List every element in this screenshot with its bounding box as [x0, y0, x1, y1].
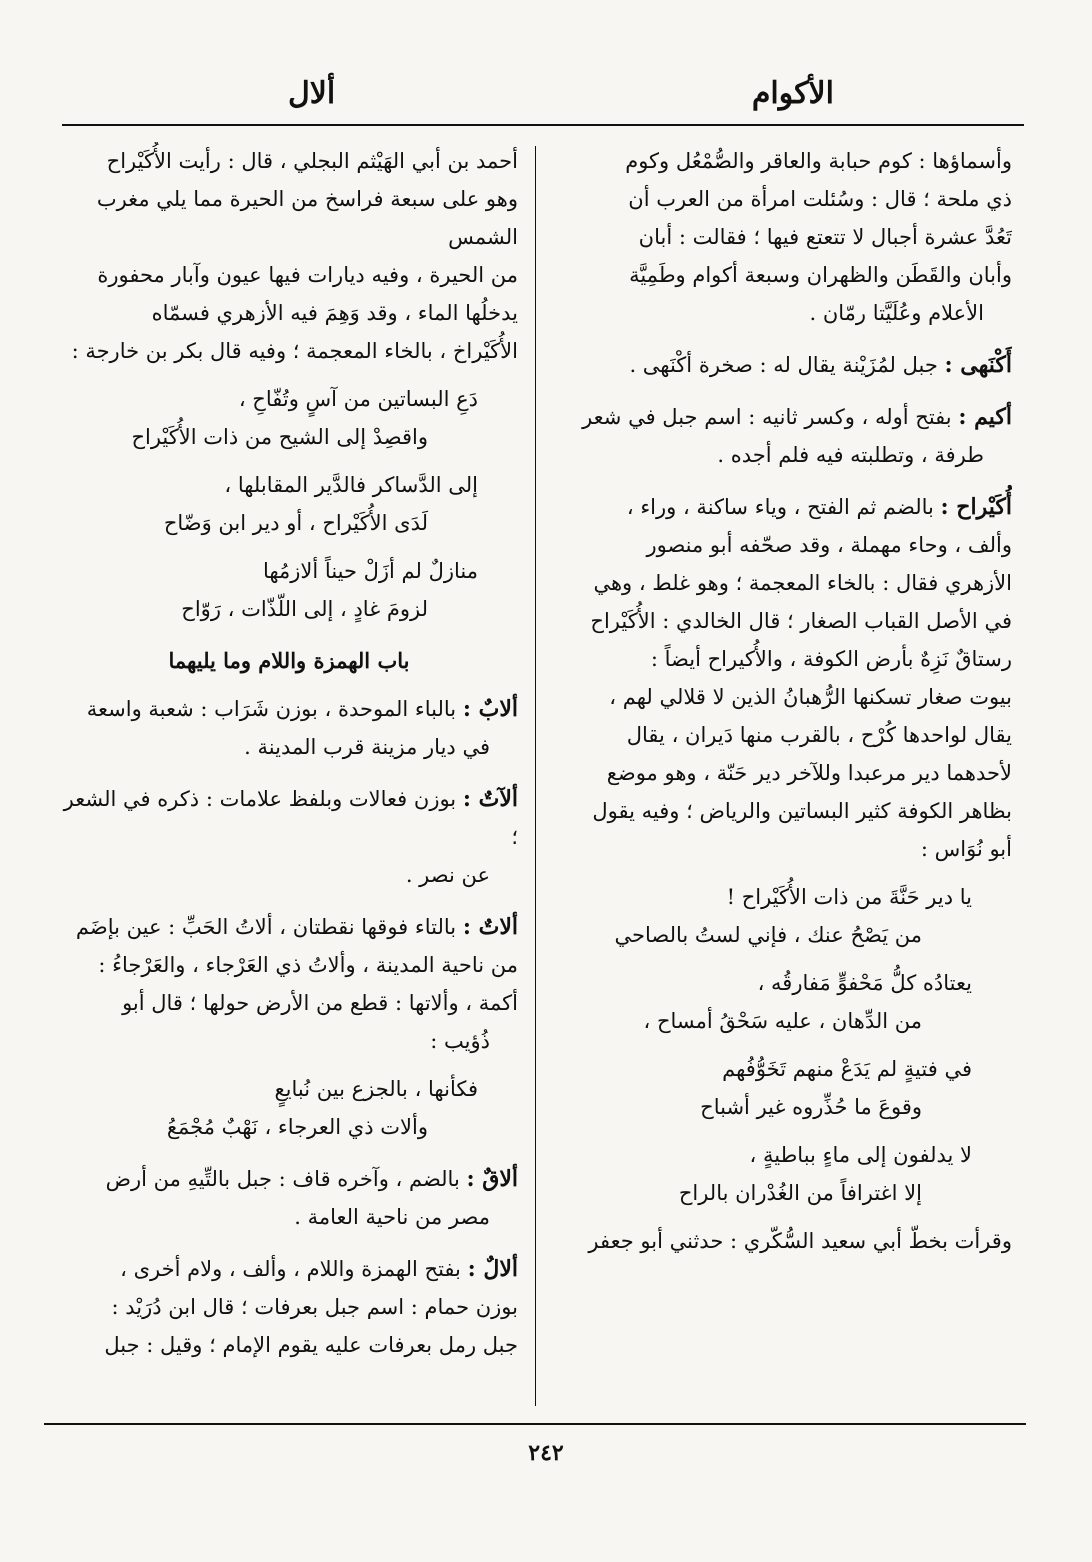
verse-couplet [60, 380, 518, 456]
headword: ألاقٌ : [466, 1166, 518, 1192]
verse-line: فكأنها ، بالجزع بين نُبايعٍ [274, 1077, 478, 1101]
verse-line: وقوعَ ما حُذِّروه غير أشباح [700, 1095, 922, 1119]
entry-alaq [60, 1160, 518, 1236]
continued-paragraph [60, 142, 518, 370]
verse-line: دَعِ البساتين من آسٍ وتُفّاحِ ، [238, 387, 478, 411]
text-line: بالباء الموحدة ، بوزن شَرَاب : شعبة واسعة [86, 697, 457, 721]
verse-couplet [60, 552, 518, 628]
verse-couplet [548, 1136, 1012, 1212]
right-column [548, 142, 1012, 1412]
headword: أُكَيْراح : [940, 494, 1012, 520]
text-line: أكمة ، وألاتها : قطع من الأرض حولها ؛ قال أبو [122, 991, 518, 1015]
text-line: في ديار مزينة قرب المدينة . [244, 735, 490, 759]
verse-line: واقصِدْ إلى الشيح من ذات الأُكَيْراح [131, 425, 428, 449]
text-line: بالضم ، وآخره قاف : جبل بالتِّيهِ من أرض [105, 1167, 460, 1191]
text-line: وهو على سبعة فراسخ من الحيرة مما يلي مغرب الشمس [96, 187, 518, 249]
running-header-left: ألال [288, 76, 336, 111]
entry-alal [60, 1250, 518, 1364]
column-divider [535, 146, 536, 1406]
text-line: وألف ، وحاء مهملة ، وقد صحّفه أبو منصور [646, 533, 1012, 557]
text-line: يقال لواحدها كُرْح ، بالقرب منها دَيران ، يقال [626, 723, 1012, 747]
text-line: الأزهري فقال : بالخاء المعجمة ؛ وهو غلط ، وهي [593, 571, 1012, 595]
text-line: بالضم ثم الفتح ، وياء ساكنة ، وراء ، [626, 495, 934, 519]
text-line: من ناحية المدينة ، وألاتُ ذي العَرْجاء ، والعَرْجاءُ : [98, 953, 518, 977]
text-line: وأسماؤها : كوم حبابة والعاقر والصُّمْعُل وكوم [625, 149, 1012, 173]
text-line: مصر من ناحية العامة . [294, 1205, 490, 1229]
page-number: ٢٤٢ [528, 1440, 564, 1466]
text-line: ذُؤيب : [430, 1029, 490, 1053]
text-line: أحمد بن أبي الهَيْثم البجلي ، قال : رأيت الأُكَيْراح [106, 149, 518, 173]
entry-akanha [548, 346, 1012, 384]
verse-line: من يَصْحُ عنك ، فإني لستُ بالصاحي [614, 923, 922, 947]
text-line: لأحدهما دير مرعبدا وللآخر دير حَنّة ، وهو موضع [606, 761, 1012, 785]
header-rule [62, 124, 1024, 126]
text-line: وأبان والقَطَن والظهران وسبعة أكوام وطَمِيَّة [629, 263, 1012, 287]
text-line: الأُكَيْراخ ، بالخاء المعجمة ؛ وفيه قال بكر بن خارجة : [71, 339, 518, 363]
text-line: أبو نُوَاس : [920, 837, 1012, 861]
verse-couplet [548, 964, 1012, 1040]
text-line: بفتح الهمزة واللام ، وألف ، ولام أخرى ، [120, 1257, 461, 1281]
text-line: يدخلُها الماء ، وقد وَهِمَ فيه الأزهري فسمّاه [151, 301, 518, 325]
verse-line: لَدَى الأُكَيْراح ، أو دير ابن وَضّاح [163, 511, 428, 535]
headword: ألابٌ : [462, 696, 518, 722]
footer-rule [44, 1423, 1026, 1425]
text-line: جبل لمُزَيْنة يقال له : صخرة أكْنَهى . [629, 353, 938, 377]
verse-line: لزومَ غادٍ ، إلى اللّذّات ، رَوّاح [181, 597, 428, 621]
verse-line: في فتيةٍ لم يَدَعْ منهم تَخَوُّفُهم [722, 1057, 972, 1081]
text-line: تَعُدَّ عشرة أجبال لا تتعتع فيها ؛ فقالت : أبان [638, 225, 1012, 249]
text-line: عن نصر . [405, 863, 490, 887]
text-line: الأعلام وعُلَيَّتا رمّان . [809, 301, 984, 325]
text-line: طرفة ، وتطلبته فيه فلم أجده . [717, 443, 984, 467]
text-line: بيوت صغار تسكنها الرُّهبانُ الذين لا قلالي لهم ، [609, 685, 1012, 709]
text-line: رستاقٌ نَزِهٌ بأرض الكوفة ، والأُكيراح أيضاً : [650, 647, 1012, 671]
verse-couplet [60, 1070, 518, 1146]
text-line: بوزن فعالات وبلفظ علامات : ذكره في الشعر ؛ [63, 787, 518, 849]
verse-line: إلا اغترافاً من الغُدْران بالراح [678, 1181, 922, 1205]
headword: أَكْنَهى : [944, 352, 1012, 378]
verse-line: إلى الدَّساكر فالدَّير المقابلها ، [224, 473, 478, 497]
text-line: من الحيرة ، وفيه ديارات فيها عيون وآبار محفورة [97, 263, 518, 287]
text-line: بوزن حمام : اسم جبل بعرفات ؛ قال ابن دُرَيْد : [111, 1295, 518, 1319]
text-line: بفتح أوله ، وكسر ثانيه : اسم جبل في شعر [582, 405, 952, 429]
headword: أكيم : [958, 404, 1012, 430]
text-line: بالتاء فوقها نقطتان ، ألاتُ الحَبِّ : عين بإضَم [75, 915, 457, 939]
verse-couplet [60, 466, 518, 542]
verse-line: منازلٌ لم أزَلْ حيناً ألازمُها [262, 559, 478, 583]
verse-line: يا دير حَنَّةَ من ذات الأُكَيْراح ! [726, 885, 972, 909]
text-line: بظاهر الكوفة كثير البساتين والرياض ؛ وفيه يقول [592, 799, 1012, 823]
verse-couplet [548, 1050, 1012, 1126]
verse-line: لا يدلفون إلى ماءٍ بباطيةٍ ، [749, 1143, 972, 1167]
headword: ألالٌ : [467, 1256, 518, 1282]
section-title: باب الهمزة واللام وما يليهما [168, 648, 410, 673]
verse-line: يعتادُه كلُّ مَحْفوٍّ مَفارقُه ، [757, 971, 972, 995]
entry-alaat [60, 780, 518, 894]
entry-ukayrah [548, 488, 1012, 868]
text-paragraph [548, 1222, 1012, 1260]
headword: ألاتٌ : [462, 914, 518, 940]
text-line: وقرأت بخطّ أبي سعيد السُّكّري : حدثني أبو جعفر [588, 1229, 1012, 1253]
verse-line: وألات ذي العرجاء ، نَهْبٌ مُجْمَعُ [166, 1115, 428, 1139]
text-line: ذي ملحة ؛ قال : وسُئلت امرأة من العرب أن [628, 187, 1012, 211]
verse-couplet [548, 878, 1012, 954]
entry-alab [60, 690, 518, 766]
verse-line: من الدِّهان ، عليه سَحْقُ أمساح ، [643, 1009, 922, 1033]
running-header-right: الأكوام [751, 76, 834, 111]
text-line: في الأصل القباب الصغار ؛ قال الخالدي : الأُكَيْراح [590, 609, 1012, 633]
entry-akim [548, 398, 1012, 474]
entry-alat [60, 908, 518, 1060]
left-column [60, 142, 518, 1412]
headword: ألآتٌ : [462, 786, 518, 812]
continued-paragraph [548, 142, 1012, 332]
text-line: جبل رمل بعرفات عليه يقوم الإمام ؛ وقيل : جبل [104, 1333, 518, 1357]
